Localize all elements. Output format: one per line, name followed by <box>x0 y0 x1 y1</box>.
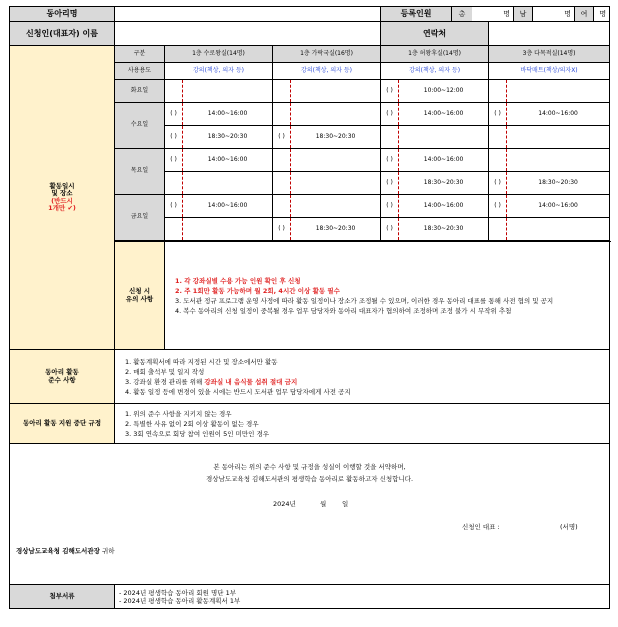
slot-check[interactable]: ( ) <box>273 218 291 241</box>
notice-item: 3. 도서관 정규 프로그램 운영 사정에 따라 활동 일정이나 장소가 조정될 수 있으며, 이러한 경우 동아리 대표를 통해 사전 협의 및 공지 <box>175 296 554 305</box>
club-name-label: 동아리명 <box>10 7 115 22</box>
reg-count-cell <box>381 7 610 22</box>
slot-time: 18:30~20:30 <box>399 218 489 241</box>
day-label-wed: 수요일 <box>115 103 165 149</box>
total-unit: 명 <box>503 9 511 18</box>
slot-check[interactable] <box>165 218 183 241</box>
female-unit: 명 <box>599 9 607 18</box>
room-name-2: 1층 가락국실(16명) <box>273 46 381 63</box>
slot-time <box>507 218 610 241</box>
slot-check[interactable] <box>489 218 507 241</box>
slot-check[interactable] <box>489 149 507 172</box>
slot-check[interactable]: ( ) <box>381 149 399 172</box>
declaration-line-2: 경상남도교육청 김해도서관의 평생학습 동아리로 활동하고자 신청합니다. <box>206 475 414 483</box>
reg-count-label: 등록인원 <box>381 7 452 21</box>
use-label: 사용용도 <box>115 63 165 80</box>
slot-check[interactable]: ( ) <box>381 80 399 103</box>
slot-time <box>507 149 610 172</box>
slot-check[interactable] <box>273 195 291 218</box>
notice-item: 1. 각 강좌실별 수용 가능 인원 확인 후 신청 <box>175 276 301 285</box>
slot-check[interactable] <box>273 172 291 195</box>
date-month: 월 <box>320 500 327 508</box>
notice-item: 4. 복수 동아리의 신청 일정이 중복될 경우 업무 담당자와 동아리 대표자가 협의하여 조정하며 조정 불가 시 무작위 추첨 <box>175 306 512 315</box>
applicant-field[interactable] <box>115 22 381 46</box>
slot-check[interactable] <box>273 80 291 103</box>
day-label-fri: 금요일 <box>115 195 165 241</box>
slot-check[interactable] <box>165 172 183 195</box>
slot-time <box>291 103 381 126</box>
room-name-4: 3층 다목적실(14명) <box>489 46 610 63</box>
declaration-line-1: 본 동아리는 위의 준수 사항 및 규정을 성실이 이행할 것을 서약하며, <box>213 463 406 471</box>
stop-content <box>115 404 610 444</box>
slot-time: 18:30~20:30 <box>183 126 273 149</box>
applicant-label: 신청인(대표자) 이름 <box>10 22 115 46</box>
slot-time: 18:30~20:30 <box>291 126 381 149</box>
slot-time <box>183 218 273 241</box>
attach-content <box>115 585 610 609</box>
date-day: 일 <box>342 500 349 508</box>
slot-time <box>507 80 610 103</box>
slot-time: 18:30~20:30 <box>291 218 381 241</box>
schedule-section-label: 활동일시 및 장소 (반드시 1개만 ✔) <box>10 46 115 350</box>
slot-time: 14:00~16:00 <box>399 195 489 218</box>
application-form <box>9 6 609 618</box>
recipient: 경상남도교육청 김해도서관장 귀하 <box>16 547 115 555</box>
slot-check[interactable] <box>273 103 291 126</box>
schedule-header-row <box>10 46 610 63</box>
slot-check[interactable] <box>489 80 507 103</box>
declaration-row <box>10 444 610 585</box>
slot-time <box>291 80 381 103</box>
rules-content <box>115 350 610 404</box>
slot-time <box>399 126 489 149</box>
slot-time <box>291 195 381 218</box>
female-label: 여 <box>574 7 594 21</box>
slot-check[interactable]: ( ) <box>165 149 183 172</box>
notice-content <box>165 242 610 350</box>
attach-item: - 2024년 평생학습 동아리 회원 명단 1부 <box>119 588 237 597</box>
slot-check[interactable] <box>165 80 183 103</box>
date-year: 2024년 <box>273 500 296 508</box>
slot-time <box>183 172 273 195</box>
slot-check[interactable]: ( ) <box>381 172 399 195</box>
slot-time: 18:30~20:30 <box>399 172 489 195</box>
slot-check[interactable]: ( ) <box>165 126 183 149</box>
applicant-row <box>10 22 610 46</box>
male-unit: 명 <box>564 9 572 18</box>
slot-time: 14:00~16:00 <box>507 195 610 218</box>
notice-item: 2. 주 1회만 활동 가능하며 월 2회, 4시간 이상 활동 필수 <box>175 286 340 295</box>
declaration-cell <box>10 444 610 585</box>
room-name-1: 1층 수로왕실(14명) <box>165 46 273 63</box>
room-use-1: 강의(책상, 의자 등) <box>165 63 273 80</box>
club-name-row <box>10 7 610 22</box>
rules-item: 2. 매회 출석부 및 일지 작성 <box>125 367 205 376</box>
slot-check[interactable]: ( ) <box>381 103 399 126</box>
slot-time <box>291 149 381 172</box>
slot-check[interactable]: ( ) <box>489 195 507 218</box>
slot-time <box>183 80 273 103</box>
rules-item: 1. 활동계획서에 따라 지정된 시간 및 장소에서만 활동 <box>125 357 278 366</box>
notice-label: 신청 시 유의 사항 <box>115 242 165 350</box>
room-use-2: 강의(책상, 의자 등) <box>273 63 381 80</box>
stop-label: 동아리 활동 지원 중단 규정 <box>10 404 115 444</box>
slot-time <box>291 172 381 195</box>
stop-item: 1. 위의 준수 사항을 지키지 않는 경우 <box>125 409 232 418</box>
slot-check[interactable]: ( ) <box>489 172 507 195</box>
attach-label: 첨부서류 <box>10 585 115 609</box>
sign-label[interactable]: (서명) <box>560 523 578 531</box>
contact-label: 연락처 <box>381 22 489 46</box>
slot-check[interactable]: ( ) <box>273 126 291 149</box>
room-use-4: 바닥매트(책상/의자X) <box>489 63 610 80</box>
slot-check[interactable] <box>381 126 399 149</box>
attach-item: - 2024년 평생학습 동아리 활동계획서 1부 <box>119 596 241 605</box>
contact-field[interactable] <box>489 22 610 46</box>
slot-time: 14:00~16:00 <box>183 195 273 218</box>
stop-item: 3. 3회 연속으로 회당 참여 인원이 5인 미만인 경우 <box>125 429 270 438</box>
slot-time: 14:00~16:00 <box>183 103 273 126</box>
day-label-thu: 목요일 <box>115 149 165 195</box>
slot-time <box>507 126 610 149</box>
room-name-3: 1층 허왕후실(14명) <box>381 46 489 63</box>
stop-item: 2. 특별한 사유 없이 2회 이상 활동이 없는 경우 <box>125 419 259 428</box>
slot-time: 14:00~16:00 <box>183 149 273 172</box>
rules-row <box>10 350 610 404</box>
day-label-tue: 화요일 <box>115 80 165 103</box>
slot-check[interactable]: ( ) <box>381 218 399 241</box>
attach-row <box>10 585 610 609</box>
slot-time: 14:00~16:00 <box>399 103 489 126</box>
rules-item: 4. 활동 일정 등에 변경이 있을 시에는 반드시 도서관 업무 담당자에게 사전 공지 <box>125 387 351 396</box>
room-use-3: 강의(책상, 의자 등) <box>381 63 489 80</box>
slot-check[interactable]: ( ) <box>381 195 399 218</box>
slot-time: 10:00~12:00 <box>399 80 489 103</box>
rules-item: 3. 강좌실 환경 관리를 위해 강좌실 내 음식물 섭취 절대 금지 <box>125 377 298 386</box>
applicant-sign-label: 신청인 대표 : <box>462 523 500 531</box>
stop-row <box>10 404 610 444</box>
total-label: 총 <box>452 7 472 21</box>
rules-item-3-warning: 강좌실 내 음식물 섭취 절대 금지 <box>204 377 298 386</box>
male-label: 남 <box>513 7 533 21</box>
slot-check[interactable]: ( ) <box>165 195 183 218</box>
slot-check[interactable]: ( ) <box>165 103 183 126</box>
rules-label: 동아리 활동 준수 사항 <box>10 350 115 404</box>
slot-time: 18:30~20:30 <box>507 172 610 195</box>
slot-check[interactable]: ( ) <box>489 103 507 126</box>
club-name-field[interactable] <box>115 7 381 22</box>
slot-time: 14:00~16:00 <box>399 149 489 172</box>
slot-check[interactable] <box>489 126 507 149</box>
slot-check[interactable] <box>273 149 291 172</box>
form-table <box>9 6 610 609</box>
slot-time: 14:00~16:00 <box>507 103 610 126</box>
col-header-label: 구분 <box>115 46 165 63</box>
